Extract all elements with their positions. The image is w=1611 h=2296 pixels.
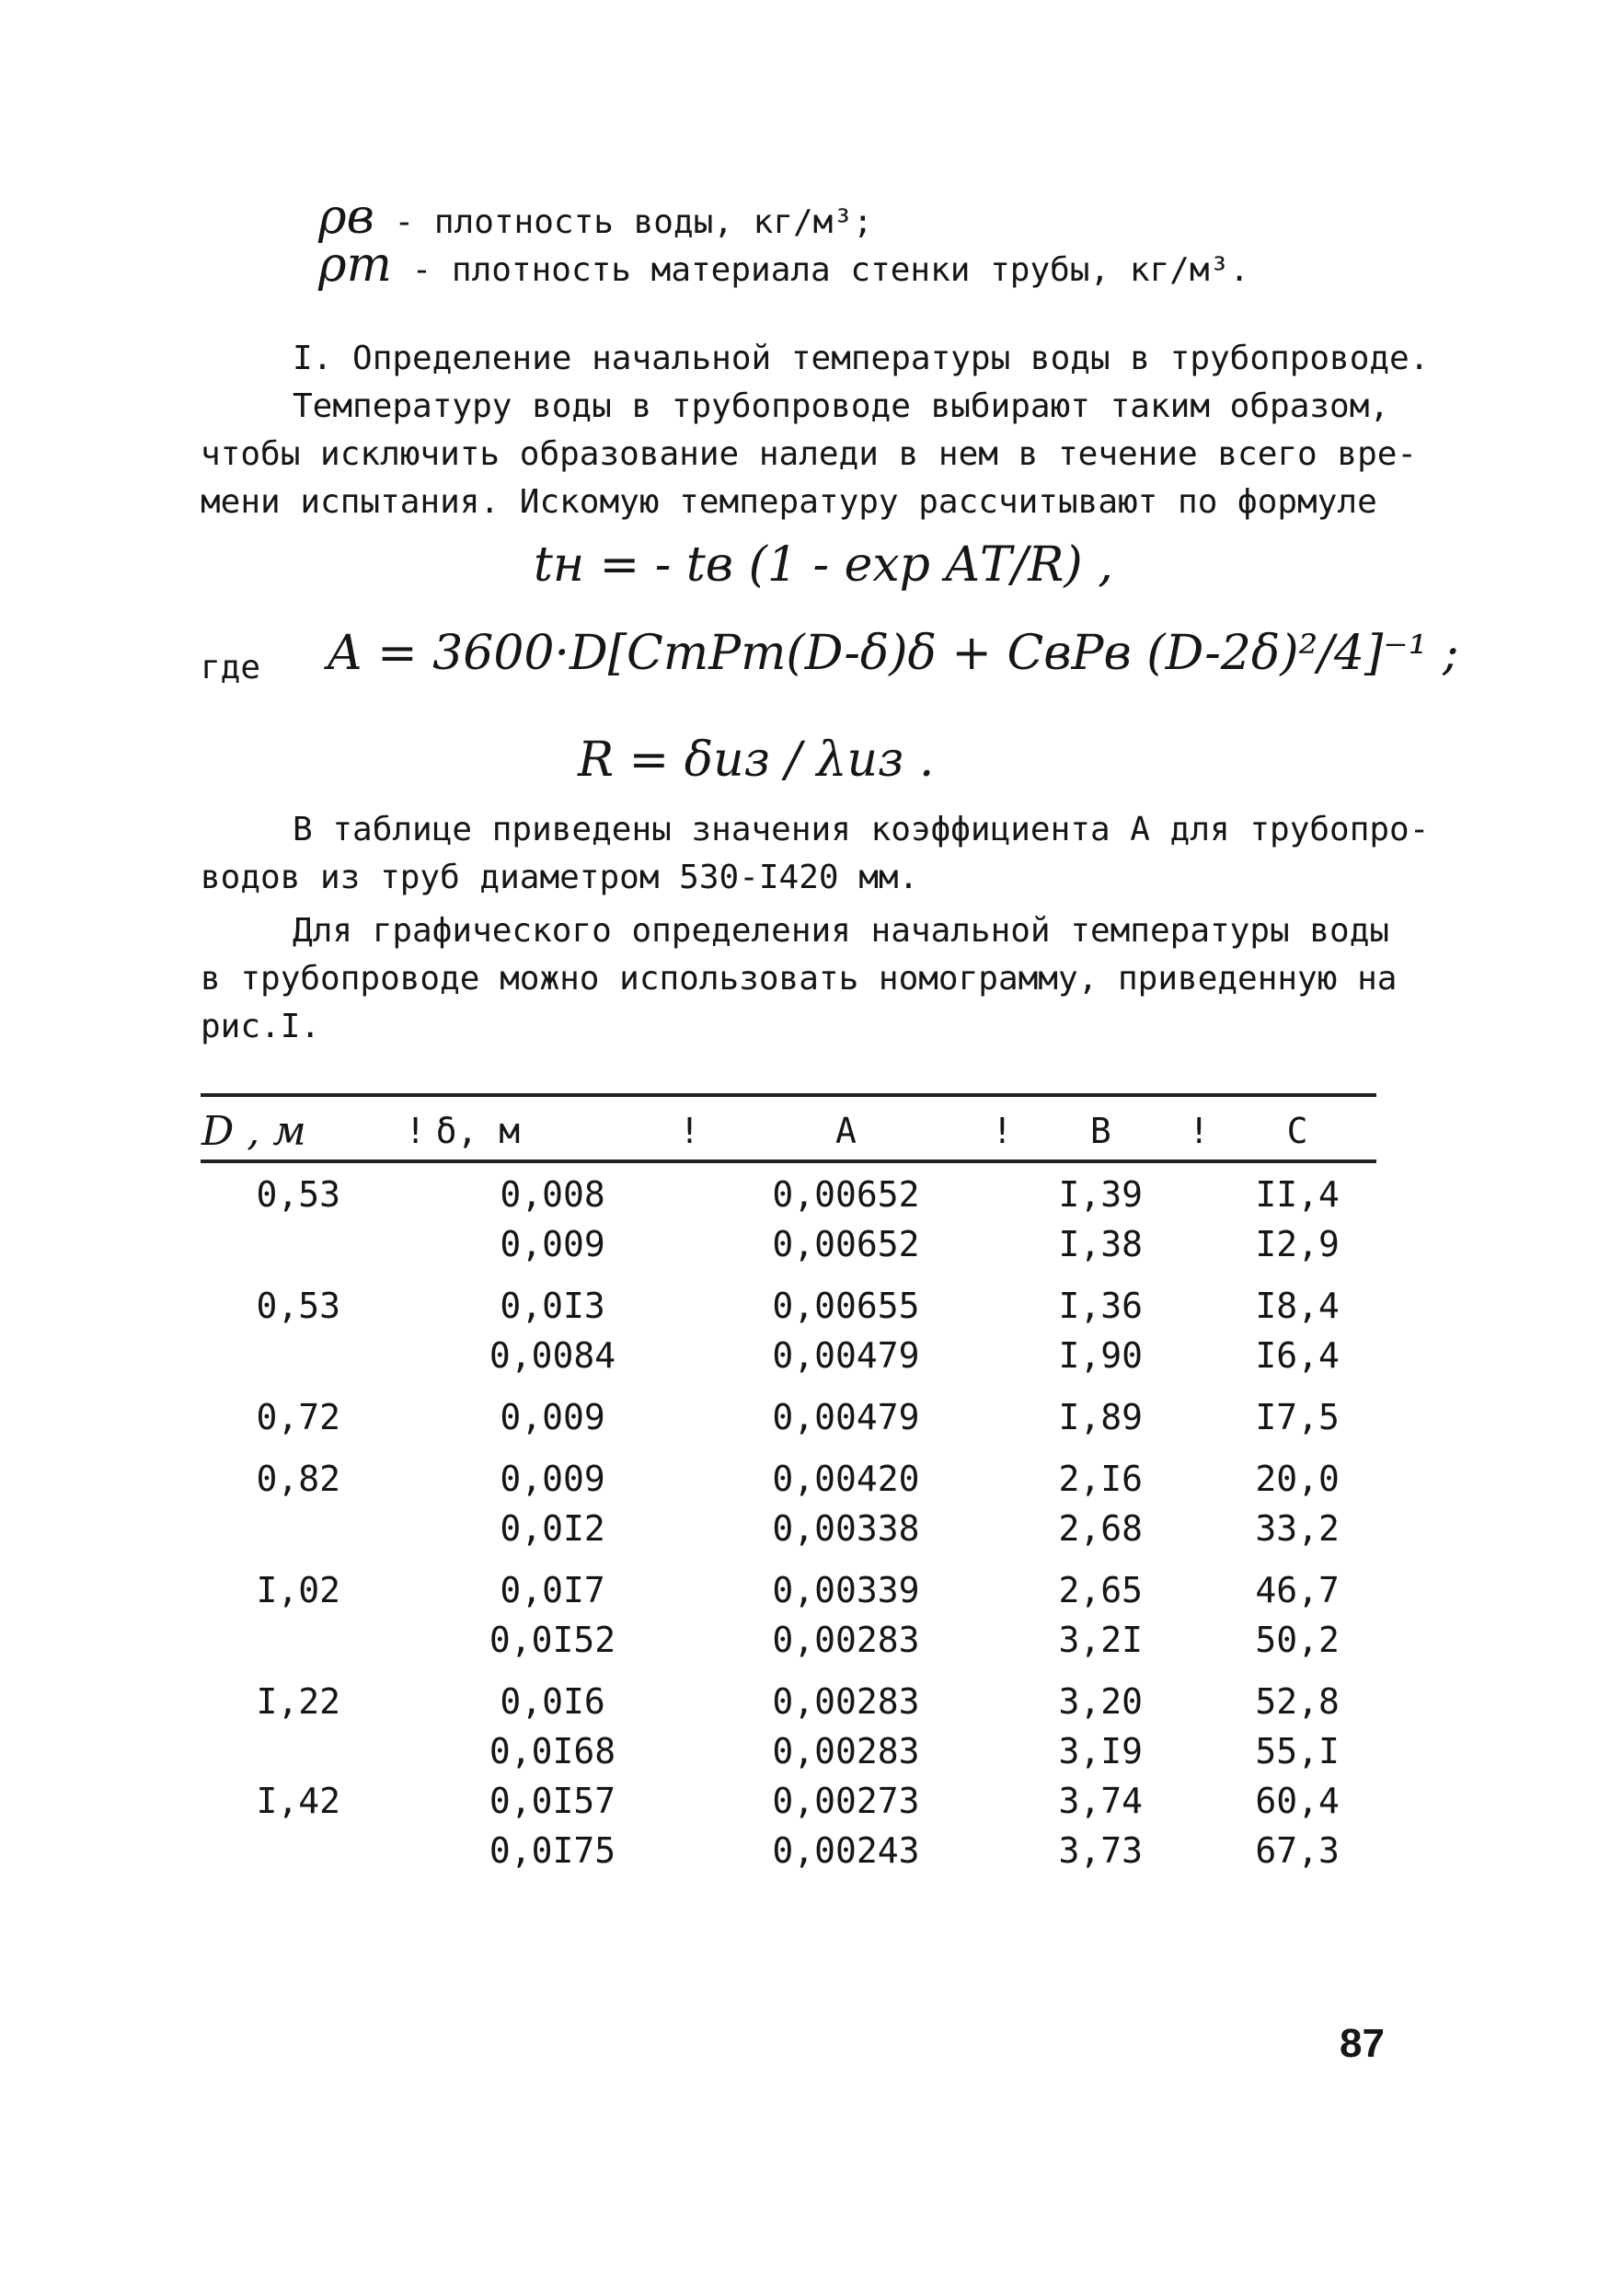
paragraph-line: В таблице приведены значения коэффициента A для трубопро- [293, 811, 1430, 848]
paragraph-line: в трубопроводе можно использовать номограмму, приведенную на [201, 960, 1398, 998]
cell-b: 3,I9 [1058, 1731, 1144, 1771]
cell-b: 2,I6 [1058, 1459, 1144, 1499]
cell-b: I,38 [1058, 1224, 1144, 1264]
cell-delta: 0,0084 [489, 1335, 616, 1376]
table-top-rule [201, 1093, 1376, 1097]
column-header-b: B [1089, 1111, 1111, 1151]
cell-d: 0,53 [256, 1286, 341, 1326]
cell-b: 3,73 [1058, 1830, 1144, 1871]
formula-resistance-r: R = δиз / λиз . [578, 733, 935, 788]
section-heading: I. Определение начальной температуры воды в трубопроводе. [293, 340, 1430, 377]
cell-b: I,90 [1058, 1335, 1144, 1376]
cell-b: 3,2I [1058, 1620, 1144, 1660]
data-table [201, 1101, 1376, 1879]
cell-a: 0,00283 [772, 1620, 920, 1660]
table-row [201, 1334, 1376, 1384]
cell-delta: 0,0I3 [500, 1286, 605, 1326]
cell-b: 3,74 [1058, 1781, 1144, 1821]
cell-c: II,4 [1255, 1174, 1340, 1215]
cell-c: 20,0 [1255, 1459, 1340, 1499]
table-row [201, 1223, 1376, 1273]
table-row [201, 1780, 1376, 1829]
table-header-row [201, 1101, 1376, 1161]
cell-d: 0,53 [256, 1174, 341, 1215]
column-header-a: A [834, 1111, 857, 1151]
cell-d: I,42 [256, 1781, 341, 1821]
rho-water-symbol: ρв [318, 190, 374, 245]
cell-d [201, 1334, 397, 1384]
cell-a: 0,00243 [772, 1830, 920, 1871]
cell-d [201, 1619, 397, 1668]
cell-b: 2,68 [1058, 1508, 1144, 1549]
paragraph-line: Для графического определения начальной температуры воды [293, 912, 1390, 950]
cell-a: 0,00652 [772, 1224, 920, 1264]
cell-a: 0,00420 [772, 1459, 920, 1499]
cell-delta: 0,0I7 [500, 1570, 605, 1610]
formula-initial-temperature: tн = - tв (1 - exp AΤ/R) , [534, 537, 1113, 593]
cell-delta: 0,009 [500, 1459, 605, 1499]
page-number: 87 [1340, 2021, 1385, 2066]
cell-a: 0,00339 [772, 1570, 920, 1610]
cell-b: 3,20 [1058, 1681, 1144, 1722]
column-header-d: D , м [201, 1107, 306, 1155]
cell-delta: 0,0I57 [489, 1781, 616, 1821]
cell-delta: 0,0I6 [500, 1681, 605, 1722]
cell-c: 33,2 [1255, 1508, 1340, 1549]
cell-c: I7,5 [1255, 1397, 1340, 1437]
cell-a: 0,00479 [772, 1397, 920, 1437]
column-header-delta: δ, м [435, 1111, 521, 1151]
table-row [201, 1273, 1376, 1334]
cell-c: 46,7 [1255, 1570, 1340, 1610]
formula-coefficient-a: A = 3600·D[CтPт(D-δ)δ + CвPв (D-2δ)²/4]⁻¹ ; [328, 626, 1459, 681]
table-row [201, 1829, 1376, 1879]
column-separator: ! [405, 1111, 427, 1151]
cell-c: 67,3 [1255, 1830, 1340, 1871]
cell-c: I6,4 [1255, 1335, 1340, 1376]
paragraph-line: рис.I. [201, 1008, 321, 1045]
cell-a: 0,00479 [772, 1335, 920, 1376]
cell-a: 0,00338 [772, 1508, 920, 1549]
cell-c: 60,4 [1255, 1781, 1340, 1821]
paragraph-line: чтобы исключить образование наледи в нем в течение всего вре- [201, 435, 1418, 473]
paragraph-line: водов из труб диаметром 530-I420 мм. [201, 859, 919, 896]
definition-text: - плотность материала стенки трубы, кг/м³. [391, 251, 1249, 289]
cell-delta: 0,008 [500, 1174, 605, 1215]
cell-c: I2,9 [1255, 1224, 1340, 1264]
cell-c: I8,4 [1255, 1286, 1340, 1326]
cell-a: 0,00283 [772, 1731, 920, 1771]
cell-delta: 0,0I52 [489, 1620, 616, 1660]
cell-b: 2,65 [1058, 1570, 1144, 1610]
column-separator: ! [679, 1111, 700, 1151]
definition-pipe-density [318, 237, 1249, 293]
cell-delta: 0,0I68 [489, 1731, 616, 1771]
cell-d [201, 1730, 397, 1780]
cell-c: 50,2 [1255, 1620, 1340, 1660]
cell-d [201, 1829, 397, 1879]
cell-b: I,89 [1058, 1397, 1144, 1437]
rho-pipe-symbol: ρт [318, 237, 392, 293]
table-row [201, 1730, 1376, 1780]
cell-delta: 0,0I2 [500, 1508, 605, 1549]
where-label: где [201, 649, 261, 686]
table-row [201, 1161, 1376, 1223]
cell-d: I,02 [256, 1570, 341, 1610]
cell-d [201, 1507, 397, 1557]
cell-delta: 0,009 [500, 1224, 605, 1264]
cell-b: I,36 [1058, 1286, 1144, 1326]
cell-c: 55,I [1255, 1731, 1340, 1771]
cell-b: I,39 [1058, 1174, 1144, 1215]
paragraph-line: мени испытания. Искомую температуру рассчитывают по формуле [201, 483, 1377, 521]
table-row [201, 1446, 1376, 1507]
cell-a: 0,00283 [772, 1681, 920, 1722]
cell-d: 0,82 [256, 1459, 341, 1499]
table-row [201, 1557, 1376, 1619]
column-separator: ! [991, 1111, 1013, 1151]
cell-d: 0,72 [256, 1397, 341, 1437]
paragraph-line: Температуру воды в трубопроводе выбирают таким образом, [293, 387, 1390, 425]
cell-c: 52,8 [1255, 1681, 1340, 1722]
table-row [201, 1619, 1376, 1668]
cell-delta: 0,0I75 [489, 1830, 616, 1871]
definition-text: - плотность воды, кг/м³; [374, 203, 873, 241]
definition-water-density [318, 190, 873, 245]
cell-a: 0,00655 [772, 1286, 920, 1326]
cell-delta: 0,009 [500, 1397, 605, 1437]
cell-d [201, 1223, 397, 1273]
column-separator: ! [1188, 1111, 1210, 1151]
column-header-c: C [1286, 1111, 1308, 1151]
cell-a: 0,00273 [772, 1781, 920, 1821]
cell-a: 0,00652 [772, 1174, 920, 1215]
cell-d: I,22 [256, 1681, 341, 1722]
table-row [201, 1507, 1376, 1557]
table-row [201, 1384, 1376, 1446]
table-row [201, 1668, 1376, 1730]
